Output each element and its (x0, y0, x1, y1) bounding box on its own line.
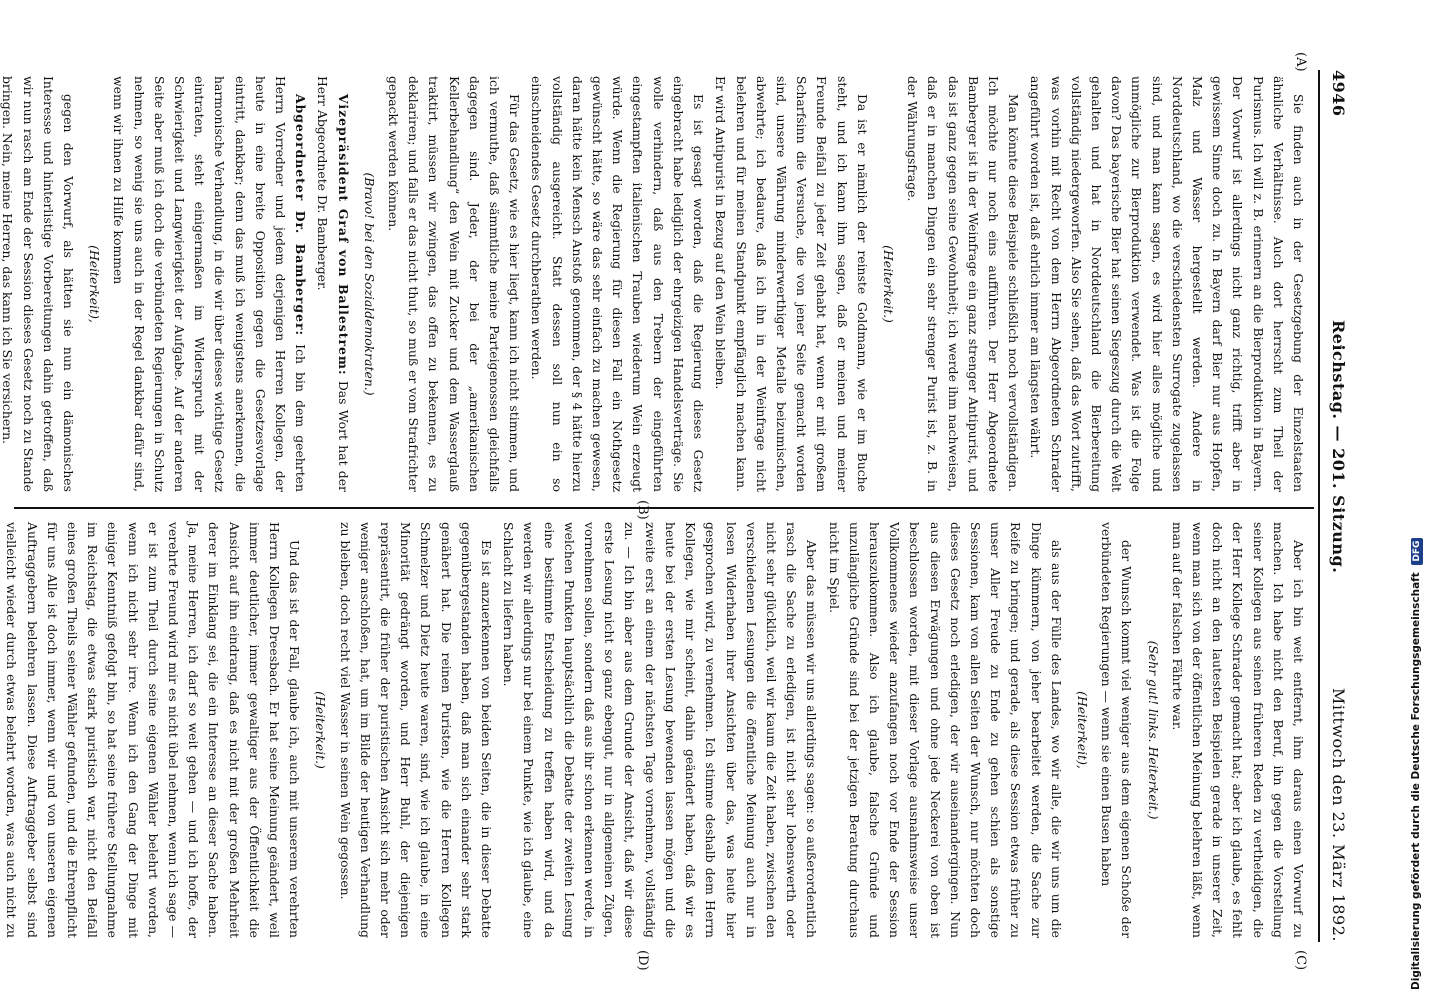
body-paragraph: Aber ich bin weit entfernt, ihm daraus einen Vorwurf zu machen. Ich habe nicht den Beruf, ihn gegen die Vorstellung seiner Kollegen aus seinen früheren Reden zu vertheidigen, die der Herr Kollege Schrader gemacht hat; aber ich glaube, es fehlt doch nicht an den lautesten Beispielen gerade in unserer Zeit, wenn man sich von der öffentlichen Meinung belehren läßt, wenn man auf der falschen Fährte war. (1169, 522, 1306, 938)
right-column (4, 522, 1308, 938)
body-paragraph: Für das Gesetz, wie es hier liegt, kann ich nicht stimmen, und ich vermuthe, daß sämmtliche meine Parteigenossen gleichfalls dagegen sind. Jeder, der bei der „amerikanischen Kellerbehandlung“ den Wein mit Zucker und dem Wasserglauß traktirt, müssen wir zwingen, das offen zu bekennen, es zu deklariren; und falls er das nicht thut, so muß er vom Strafrichter gepackt werden können. (386, 76, 523, 492)
body-paragraph: der Wunsch kommt viel weniger aus dem eigenen Schoße der verbündeten Regierungen — wenn sie einen Busen haben (1099, 522, 1135, 938)
interjection: (Bravo! bei den Sozialdemokraten.) (361, 172, 377, 396)
body-paragraph: Aber das müssen wir uns allerdings sagen: so außerordentlich rasch die Sache zu erledigen, ist nicht sehr lobenswerth oder nicht sehr glücklich, weil wir kaum die Zeit haben, zwischen den verschiedenen Lesungen die öffentliche Meinung auch nur in losen Widerhaben ihrer Ansichten über das, was heute hier gesprochen wird, zu vernehmen. Ich stimme deshalb dem Herrn Kollegen, wie mir scheint, dahin geändert haben, daß wir es heute bei der ersten Lesung bewenden lassen mögen und die zweite erst an einem der nächsten Tage vornehmen, vollständig zu. — Ich bin aber aus dem Grunde der Ansicht, daß wir diese erste Lesung nicht so ganz ebengut, nur in allgemeinen Zügen, vornehmen sollen, sondern daß aus ihr schon erkennen werde, in welchen Punkten hauptsächlich die Debatte der zweiten Lesung eine bestimmte Entscheidung zu treffen haben wird, und da werden wir allerdings nur bei einem Punkte, wie ich glaube, eine Schlacht zu liefern haben. (501, 522, 820, 938)
page-date: Mittwoch den 23. März 1892. (1329, 687, 1348, 942)
body-paragraph: Man könnte diese Beispiele schließlich noch vervollständigen. Ich möchte nur noch eins aufführen. Der Herr Abgeordnete Bamberger ist in der Weinfrage ein ganz strenger Antipurist, und das ist ganz gegen seine Gewohnheit; ich werde ihm nachweisen, daß er in manchen Dingen ein sehr strenger Purist ist, z. B. in der Währungsfrage. (905, 76, 1022, 492)
body-paragraph: Da ist er nämlich der reinste Goldmann, wie er im Buche steht, und ich kann ihm sagen, daß er meinen und meiner Freunde Beifall zu jeder Zeit gehabt hat, wenn er mit großem Scharfsinn die Versuche, die von jener Seite gemacht worden sind, unsere Währung minderwerthiger Metalle beizumischen, abwehrte; ich bedaure, daß ich ihn in der Weinfrage nicht belehren und für meinen Standpunkt empfänglich machen kann. Er wird Antipurist in Bezug auf den Wein bleiben. (713, 76, 870, 492)
body-paragraph: Es ist gesagt worden, daß die Regierung dieses Gesetz eingebracht habe lediglich der ehrgeizigen Handelsverträge. Sie wolle verhindern, daß aus den Trebern der eingeführten eingestampften italienischen Trauben wiederum Wein erzeugt würde. Wenn die Regierung für diesen Fall ein Nothgesetz gewünscht hätte, so wäre das sehr einfach zu machen gewesen, daran hätte kein Mensch Anstoß genommen, der § 4 hätte hierzu vollständig ausgereicht. Statt dessen soll nun ein so einschneidendes Gesetz durchberathen werden. (529, 76, 707, 492)
body-paragraph: gegen den Vorwurf, als hätten sie nun ein dämonisches Interesse und hinterlistige Vorbereitungen dahin getroffen, daß wir nun rasch am Ende der Session dieses Gesetz noch zu Stande bringen. Nein, meine Herren, das kann ich Sie versichern. (0, 76, 77, 492)
speaker-name: Vizepräsident Graf von Ballestrem: (335, 94, 351, 376)
margin-marker-c: (C) (1293, 950, 1308, 971)
interjection: (Heiterkeit), (87, 245, 103, 323)
margin-marker-a: (A) (1293, 52, 1308, 72)
page-number: 4946 (1329, 70, 1348, 117)
body-paragraph: Und das ist der Fall, glaube ich, auch mit unserem verehrten Herrn Kollegen Dreesbach. Er hat seine Meinung geändert, weil immer deutlicher, immer gewaltiger aus der Öffentlichkeit die Ansicht auf ihn eindrang, daß es nicht mit der großen Mehrheit derer im Einklang sei, die ein Interesse an dieser Sache haben. Ja, meine Herren, ich darf so weit gehen — und ich hoffe, der verehrte Freund wird mir es nicht übel nehmen, wenn ich sage — er ist zum Theil durch seine eigenen Wähler belehrt worden, wenn ich nicht sehr irre. Wenn ich den Gang der Dinge mit einiger Kenntniß gefolgt bin, so hat seine frühere Stellungnahme im Reichstag, die etwas stark puristisch war, nicht den Beifall eines großen Theils seiner Wähler gefunden, und die Ehrenpflicht für uns Alle ist doch immer, wenn wir und von unseren eigenen Auftraggebern belehren lassen. Diese Auftraggeber selbst sind vielleicht wieder durch etwas belehrt worden, was auch nicht zu (4, 522, 303, 938)
margin-marker-b: (B) (635, 500, 650, 520)
speech-text: Das Wort hat der Herr Abgeordnete Dr. Bamberger. (315, 76, 351, 492)
margin-marker-d: (D) (635, 950, 650, 971)
interjection: (Heiterkeit), (1074, 691, 1090, 769)
body-paragraph: als aus der Fülle des Landes, wo wir alle, die wir uns um die Dinge kümmern, von jeher bearbeitet werden, die Sache zur Reife zu bringen; und gerade, als diese Session etwas früher zu unser Aller Freude zu Ende zu gehen schien als sonstige Sessionen, kam von allen Seiten der Wunsch, nur möchten doch dieses Gesetz noch erledigen, der wir auseinandergingen. Nun aus diesen Erwägungen und ohne jede Neckerei von oben ist beschlossen worden, mit dieser Vorlage ausnahmsweise unser Vollkommenes wieder anzufangen noch vor Ende der Session herauszukommen. Also ich glaube, falsche Gründe und unzulängliche Gründe sind bei der jetzigen Beratung durchaus nicht im Spiel. (826, 522, 1064, 938)
speaker-name: Abgeordneter Dr. Bamberger: (293, 94, 309, 337)
body-paragraph: Es ist anzuerkennen von beiden Seiten, die in dieser Debatte gegenübergestanden haben, daß man sich einander sehr stark genähert hat. Die reinen Puristen, wie die Herren Kollegen Schmelzer und Dietz heute waren, sind, wie ich glaube, in eine Minorität gedrängt worden, und Herr Buhl, der diejenigen repräsentirt, die früher der puristischen Ansicht sich mehr oder weniger anschloßen, hat, um im Bilde der heutigen Verhandlung zu bleiben, doch recht viel Wasser in seinen Wein gegossen. (337, 522, 495, 938)
digitization-footer (1410, 538, 1423, 990)
speech-text: Ich bin dem geehrten Herrn Vorredner und jedem derjenigen Herren Kollegen, der heute in eine breite Opposition gegen die Gesetzesvorlage eintritt, dankbar; denn das muß ich wenigstens anerkennen, die harmonische Verhandlung, in die wir über dieses wichtige Gesetz eintraten, steht einigermaßen im Widerspruch mit der Schwierigkeit und Langwierigkeit der Aufgabe. Auf der anderen Seite aber muß ich doch die verbündeten Regierungen in Schutz nehmen, so wenig sie uns auch in der Regel dankbar dafür sind, wenn wir ihnen zu Hilfe kommen (111, 76, 309, 492)
interjection: (Sehr gut! links. Heiterkeit.) (1145, 640, 1161, 820)
column-divider (14, 507, 1314, 509)
body-paragraph: Sie finden auch in der Gesetzgebung der Einzelstaaten ähnliche Verhältnisse. Auch dort herrscht zum Theil der Purismus. Ich will z. B. erinnern an die Bierproduktion in Bayern. Der Vorwurf ist allerdings nicht ganz richtig, trifft aber in gewissem Sinne doch zu. In Bayern darf Bier nur aus Hopfen, Malz und Wasser hergestellt werden. Andere in Norddeutschland, wo die verschiedensten Surrogate zugelassen sind, und man kann sagen, es wird hier alles mögliche und unmögliche zur Bierproduktion verwendet. Was ist die Folge davon? Das bayerische Bier hat seinen Siegeszug durch die Welt gehalten und hat in Norddeutschland die Bierbereitung vollständig niedergeworfen. Also Sie sehen, daß das Wort zutrifft, was vorhin mit Recht von dem Herrn Abgeordneten Schrader angeführt worden ist, daß ehrlich immer am längsten währt. (1028, 76, 1306, 492)
dfg-logo: DFG (1411, 538, 1423, 565)
page-header (1322, 70, 1350, 942)
footer-text: Digitalisierung gefördert durch die Deutsche Forschungsgemeinschaft (1410, 572, 1422, 990)
speaker-paragraph (108, 76, 310, 492)
interjection: (Heiterkeit.) (313, 691, 329, 769)
page-title: Reichstag. — 201. Sitzung. (1329, 320, 1348, 574)
left-column (0, 76, 1308, 492)
speaker-paragraph (312, 76, 352, 492)
scan-area (0, 52, 1350, 971)
header-rule (1318, 70, 1320, 942)
interjection: (Heiterkeit.) (880, 245, 896, 323)
